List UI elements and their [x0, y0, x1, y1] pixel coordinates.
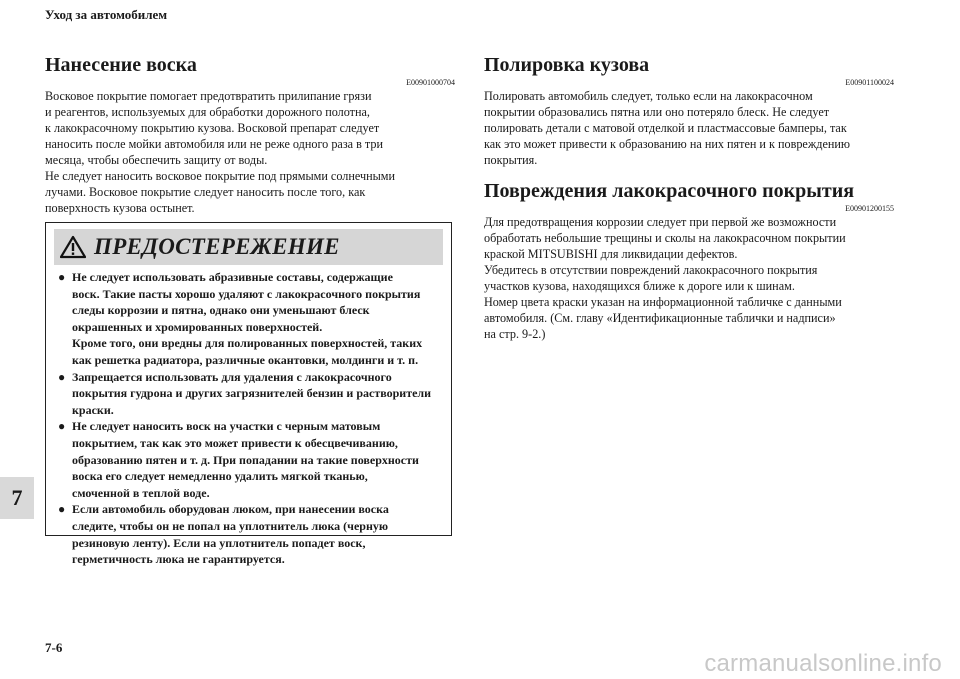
- bullet-icon: ●: [58, 270, 66, 284]
- text-line: краской MITSUBISHI для ликвидации дефектов.: [484, 247, 738, 261]
- warning-item: [58, 418, 441, 501]
- bullet-icon: ●: [58, 369, 66, 384]
- warning-item: [58, 501, 441, 567]
- warning-header: [54, 229, 443, 265]
- warning-line: Не следует наносить воск на участки с черным матовым: [72, 419, 381, 434]
- text-line: Номер цвета краски указан на информационной табличке с данными: [484, 295, 842, 309]
- warning-line: резиновую ленту). Если на уплотнитель попадет воск,: [72, 535, 366, 550]
- warning-line: покрытием, так как это может привести к обесцвечиванию,: [72, 435, 398, 450]
- text-line: полировать детали с матовой отделкой и пластмассовые бамперы, так: [484, 121, 847, 135]
- damage-paragraph: [484, 214, 894, 342]
- warning-box: [45, 222, 452, 567]
- warning-line: воска его следует немедленно удалить мягкой тканью,: [72, 469, 368, 484]
- running-header: Уход за автомобилем: [45, 7, 168, 22]
- section-wax: [45, 52, 455, 216]
- chapter-tab: [0, 477, 34, 519]
- text-line: автомобиля. (См. главу «Идентификационные таблички и надписи»: [484, 311, 836, 325]
- warning-line: Не следует использовать абразивные составы, содержащие: [72, 270, 393, 284]
- text-line: Восковое покрытие помогает предотвратить прилипание грязи: [45, 89, 372, 103]
- text-line: Полировать автомобиль следует, только если на лакокрасочном: [484, 89, 813, 103]
- section-code-wax: E00901000704: [406, 78, 455, 87]
- text-line: покрытии образовались пятна или оно потеряло блеск. Не следует: [484, 105, 830, 119]
- text-line: как это может привести к образованию на них пятен и к повреждению: [484, 137, 851, 151]
- right-column: [484, 52, 894, 342]
- warning-title: ПРЕДОСТЕРЕЖЕНИЕ: [94, 234, 340, 259]
- text-line: на стр. 9-2.): [484, 327, 546, 341]
- warning-line: Если автомобиль оборудован люком, при нанесении воска: [72, 502, 389, 517]
- warning-line: смоченной в теплой воде.: [72, 485, 210, 500]
- warning-line: образованию пятен и т. д. При попадании на такие поверхности: [72, 452, 419, 467]
- polish-paragraph: [484, 88, 894, 168]
- text-line: месяца, чтобы обеспечить защиту от воды.: [45, 153, 268, 167]
- text-line: к лакокрасочному покрытию кузова. Восковой препарат следует: [45, 121, 380, 135]
- warning-line: окрашенных и хромированных поверхностей.: [72, 319, 323, 334]
- text-line: лучами. Восковое покрытие следует наносить после того, как: [45, 185, 366, 199]
- section-title-damage: Повреждения лакокрасочного покрытия: [484, 180, 855, 202]
- bullet-icon: ●: [58, 502, 66, 517]
- warning-line: следите, чтобы он не попал на уплотнитель люка (черную: [72, 518, 389, 533]
- section-title-polish: Полировка кузова: [484, 54, 650, 76]
- bullet-icon: ●: [58, 419, 66, 434]
- warning-line: покрытия гудрона и других загрязнителей бензин и растворители: [72, 386, 432, 401]
- text-line: обработать небольшие трещины и сколы на лакокрасочном покрытии: [484, 231, 846, 245]
- chapter-number: 7: [11, 485, 23, 510]
- text-line: и реагентов, используемых для обработки дорожного полотна,: [45, 105, 370, 119]
- text-line: Убедитесь в отсутствии повреждений лакокрасочного покрытия: [484, 263, 818, 277]
- section-code-damage: E00901200155: [845, 204, 894, 213]
- text-line: участков кузова, находящихся ближе к дороге или к шинам.: [484, 279, 795, 293]
- warning-line: герметичность люка не гарантируется.: [72, 552, 285, 567]
- text-line: наносить после мойки автомобиля или не реже одного раза в три: [45, 137, 383, 151]
- watermark: carmanualsonline.info: [704, 650, 942, 677]
- warning-line: Запрещается использовать для удаления с лакокрасочного: [72, 369, 392, 384]
- warning-line: следы коррозии и пятна, однако они уменьшают блеск: [72, 303, 370, 318]
- warning-line: краски.: [72, 402, 114, 417]
- text-line: поверхность кузова остынет.: [45, 201, 195, 215]
- warning-triangle-icon: [60, 235, 86, 259]
- text-line: Не следует наносить восковое покрытие под прямыми солнечными: [45, 169, 396, 183]
- section-code-polish: E00901100024: [845, 78, 894, 87]
- text-line: покрытия.: [484, 153, 538, 167]
- page-number: 7-6: [45, 640, 63, 655]
- wax-paragraph: [45, 88, 455, 216]
- section-title-wax: Нанесение воска: [45, 54, 197, 76]
- warning-item: [58, 269, 441, 369]
- warning-line: воск. Такие пасты хорошо удаляют с лакокрасочного покрытия: [72, 286, 421, 301]
- warning-list: [58, 269, 441, 568]
- warning-line: Кроме того, они вредны для полированных поверхностей, таких: [72, 336, 423, 351]
- warning-item: [58, 369, 441, 419]
- text-line: Для предотвращения коррозии следует при первой же возможности: [484, 215, 837, 229]
- warning-line: как решетка радиатора, различные окантовки, молдинги и т. п.: [72, 352, 419, 367]
